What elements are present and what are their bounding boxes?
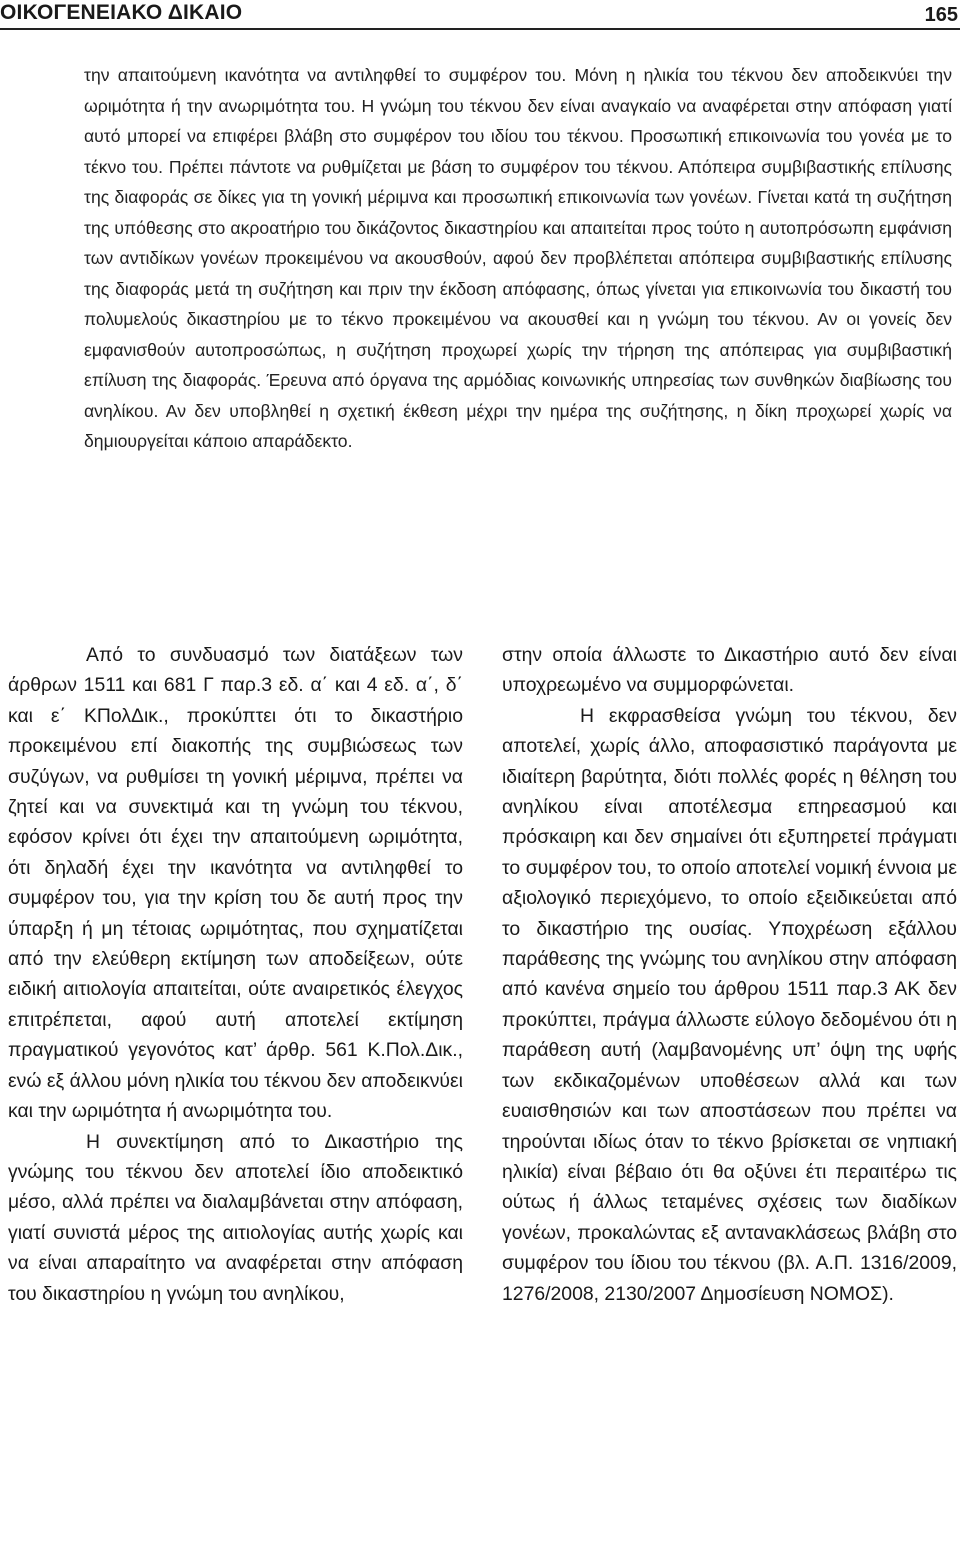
paragraph: Η εκφρασθείσα γνώμη του τέκνου, δεν αποτελεί, χωρίς άλλο, αποφασιστικό παράγοντα με ιδιαίτερη βαρύτητα, διότι πολλές φορές η θέληση του ανηλίκου είναι αποτέλεσμα επηρεασμού και πρόσκαιρη και δεν σημαίνει ότι εξυπηρετεί πράγματι το συμφέρον του, το οποίο αποτελεί νομική έννοια με αξιολογικό περιεχόμενο, το οποίο εξειδικεύεται από το δικαστήριο της ουσίας. Υποχρέωση εξάλλου παράθεσης της γνώμης του ανηλίκου στην απόφαση από κανένα σημείο του άρθρου 1511 παρ.3 ΑΚ δεν προκύπτει, πράγμα άλλωστε εύλογο δεδομένου ότι η παράθεση αυτή (λαμβανομένης υπ’ όψη της υφής των εκδικαζομένων υποθέσεων αλλά και των ευαισθησιών και των αποστάσεων που πρέπει να τηρούνται ιδίως όταν το τέκνο βρίσκεται σε νηπιακή ηλικία) είναι βέβαιο ότι θα οξύνει έτι περαιτέρω τις ούτως ή άλλως τεταμένες σχέσεις των διαδίκων γονέων, προκαλώντας εξ αντανακλάσεως βλάβη στο συμφέρον του ίδιου του τέκνου (βλ. Α.Π. 1316/2009, 1276/2008, 2130/2007 Δημοσίευση ΝΟΜΟΣ). bbox=[502, 704, 957, 1305]
body-column-left bbox=[8, 640, 463, 1309]
paragraph: Από το συνδυασμό των διατάξεων των άρθρων 1511 και 681 Γ παρ.3 εδ. α΄ και 4 εδ. α΄, δ΄ και ε΄ ΚΠολΔικ., προκύπτει ότι το δικαστήριο προκειμένου επί διακοπής της συμβιώσεως των συζύγων, να ρυθμίσει τη γονική μέριμνα, πρέπει να ζητεί και να συνεκτιμά και τη γνώμη του τέκνου, εφόσον κρίνει ότι έχει την απαιτούμενη ωριμότητα, ότι δηλαδή έχει την ικανότητα να αντιληφθεί το συμφέρον του, για την κρίση του δε αυτή προς την ύπαρξη ή μη τέτοιας ωριμότητας, που σχηματίζεται από την ελεύθερη εκτίμηση των αποδείξεων, ούτε ειδική αιτιολογία απαιτείται, ούτε αναιρετικός έλεγχος επιτρέπεται, αφού αυτή αποτελεί εκτίμηση πραγματικού γεγονότος κατ’ άρθρ. 561 Κ.Πολ.Δικ., ενώ εξ άλλου μόνη ηλικία του τέκνου δεν αποδεικνύει και την ωριμότητα ή ανωριμότητα του. bbox=[8, 644, 463, 1123]
paragraph: Η συνεκτίμηση από το Δικαστήριο της γνώμης του τέκνου δεν αποτελεί ίδιο αποδεικτικό μέσο, αλλά πρέπει να διαλαμβάνεται στην απόφαση, γιατί συνιστά μέρος της αιτιολογίας αυτής χωρίς και να είναι απαραίτητο να αναφέρεται στην απόφαση του δικαστηρίου η γνώμη του ανηλίκου, bbox=[8, 1130, 463, 1305]
case-summary: την απαιτούμενη ικανότητα να αντιληφθεί το συμφέρον του. Μόνη η ηλικία του τέκνου δεν αποδεικνύει την ωριμότητα ή την ανωριμότητα του. Η γνώμη του τέκνου δεν είναι αναγκαίο να αναφέρεται στην απόφαση γιατί αυτό μπορεί να επιφέρει βλάβη στο συμφέρον του ιδίου του τέκνου. Προσωπική επικοινωνία του γονέα με το τέκνο του. Πρέπει πάντοτε να ρυθμίζεται με βάση το συμφέρον του τέκνου. Απόπειρα συμβιβαστικής επίλυσης της διαφοράς σε δίκες για τη γονική μέριμνα και προσωπική επικοινωνία των γονέων. Γίνεται κατά τη συζήτηση της υπόθεσης στο ακροατήριο του δικάζοντος δικαστηρίου και απαιτείται προς τούτο η αυτοπρόσωπη εμφάνιση των αντιδίκων γονέων προκειμένου να ακουσθούν, αφού δεν προβλέπεται απόπειρα συμβιβαστικής επίλυσης της διαφοράς μετά τη συζήτηση και πριν την έκδοση απόφασης, όπως γίνεται για επικοινωνία του δικαστή του πολυμελούς δικαστηρίου με το τέκνο προκειμένου να ακουσθεί και η γνώμη του τέκνου. Αν οι γονείς δεν εμφανισθούν αυτοπροσώπως, η συζήτηση προχωρεί χωρίς την τήρηση της απόπειρας για συμβιβαστική επίλυση της διαφοράς. Έρευνα από όργανα της αρμόδιας κοινωνικής υπηρεσίας των συνθηκών διαβίωσης του ανηλίκου. Αν δεν υποβληθεί η σχετική έκθεση μέχρι την ημέρα της συζήτησης, η δίκη προχωρεί χωρίς να δημιουργείται κάποιο απαράδεκτο. bbox=[84, 65, 952, 451]
paragraph: στην οποία άλλωστε το Δικαστήριο αυτό δεν είναι υποχρεωμένο να συμμορφώνεται. bbox=[502, 644, 957, 697]
running-header bbox=[0, 0, 960, 30]
page-number: 165 bbox=[924, 4, 958, 26]
body-column-right bbox=[502, 640, 957, 1309]
header-title: ΟΙΚΟΓΕΝΕΙΑΚΟ ΔΙΚΑΙΟ bbox=[0, 1, 243, 24]
